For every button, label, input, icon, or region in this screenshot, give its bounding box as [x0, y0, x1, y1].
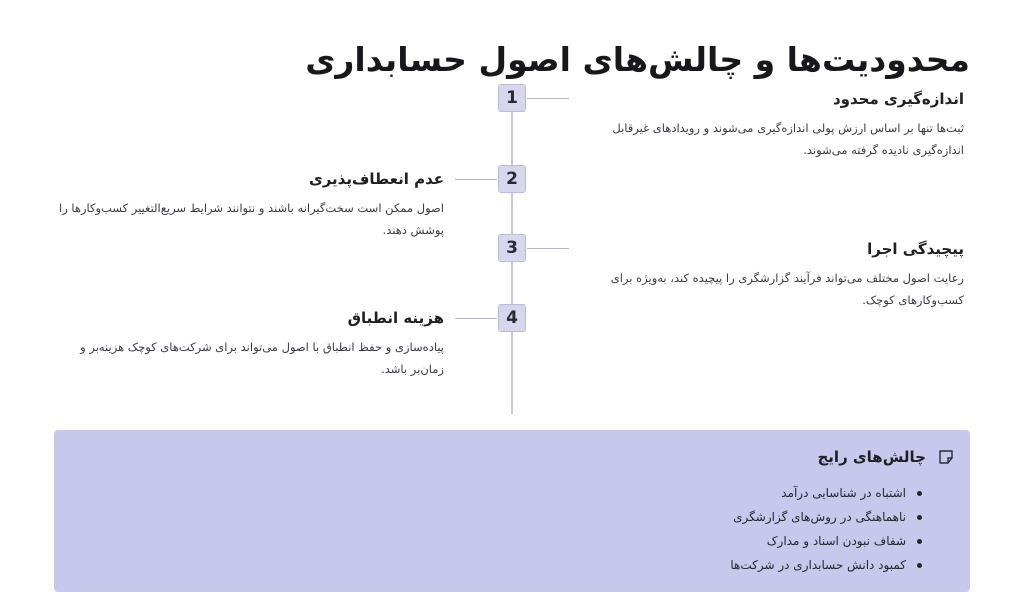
step-description: اصول ممکن است سخت‌گیرانه باشند و نتوانند شرایط سریع‌التغییر کسب‌وکارها را پوشش دهند.: [59, 201, 444, 237]
challenges-title: چالش‌های رایج: [817, 448, 926, 466]
step-number-badge: 2: [498, 165, 526, 193]
step-title: عدم انعطاف‌پذیری: [308, 170, 444, 188]
step-connector: [455, 179, 497, 180]
list-item: کمبود دانش حسابداری در شرکت‌ها: [730, 553, 924, 577]
list-item: شفاف نبودن اسناد و مدارک: [730, 529, 924, 553]
step-description: پیاده‌سازی و حفظ انطباق با اصول می‌تواند برای شرکت‌های کوچک هزینه‌بر و زمان‌بر باشد.: [80, 340, 444, 376]
step-title: هزینه انطباق: [347, 309, 444, 327]
step-connector: [527, 248, 569, 249]
step-title: پیچیدگی اجرا: [867, 240, 964, 258]
challenges-header: [817, 446, 956, 468]
list-item: ناهماهنگی در روش‌های گزارشگری: [730, 505, 924, 529]
step-title: اندازه‌گیری محدود: [832, 90, 964, 108]
note-icon: [936, 447, 956, 467]
list-item: اشتباه در شناسایی درآمد: [730, 481, 924, 505]
step-number-badge: 1: [498, 84, 526, 112]
step-number-badge: 4: [498, 304, 526, 332]
step-connector: [455, 318, 497, 319]
step-connector: [527, 98, 569, 99]
step-description: ثبت‌ها تنها بر اساس ارزش پولی اندازه‌گیری می‌شوند و رویدادهای غیرقابل اندازه‌گیری نادیده گرفته می‌شوند.: [612, 121, 964, 157]
challenges-list: [730, 481, 924, 577]
challenges-box: [54, 430, 970, 592]
step-description: رعایت اصول مختلف می‌تواند فرآیند گزارشگری را پیچیده کند، به‌ویژه برای کسب‌وکارهای کوچک.: [610, 271, 964, 307]
page-title: محدودیت‌ها و چالش‌های اصول حسابداری: [305, 40, 970, 80]
step-number-badge: 3: [498, 234, 526, 262]
